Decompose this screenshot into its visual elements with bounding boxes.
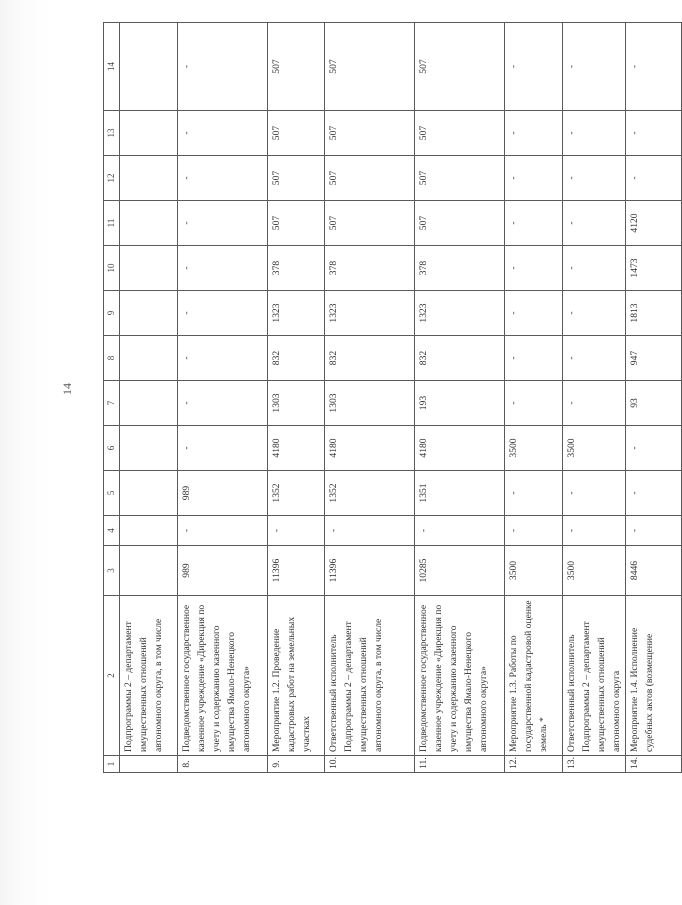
value-cell: - xyxy=(178,381,268,426)
value-cell: 4180 xyxy=(325,426,415,471)
column-header: 14 xyxy=(104,23,120,111)
value-cell: - xyxy=(563,291,626,336)
table-row xyxy=(505,23,563,773)
value-cell: - xyxy=(626,156,682,201)
value-cell: - xyxy=(626,426,682,471)
value-cell: - xyxy=(268,516,325,546)
value-cell: - xyxy=(178,156,268,201)
row-number-cell: 12. xyxy=(505,756,563,773)
value-cell: - xyxy=(178,246,268,291)
value-cell: 989 xyxy=(178,471,268,516)
value-cell: 832 xyxy=(325,336,415,381)
value-cell xyxy=(120,291,178,336)
value-cell: 947 xyxy=(626,336,682,381)
value-cell: - xyxy=(178,336,268,381)
value-cell: 93 xyxy=(626,381,682,426)
value-cell: - xyxy=(505,201,563,246)
rotated-table-wrapper xyxy=(103,23,655,773)
value-cell: 1323 xyxy=(415,291,505,336)
row-description-cell: Ответственный исполнитель Подпрограммы 2 – департамент имущественных отношений автономного округа, в том числе xyxy=(325,596,415,756)
value-cell: 378 xyxy=(415,246,505,291)
column-header: 13 xyxy=(104,111,120,156)
value-cell: - xyxy=(563,516,626,546)
value-cell: - xyxy=(626,471,682,516)
value-cell: - xyxy=(563,381,626,426)
table-row xyxy=(563,23,626,773)
value-cell: - xyxy=(178,111,268,156)
value-cell: 1473 xyxy=(626,246,682,291)
value-cell: - xyxy=(505,111,563,156)
row-description-cell: Подведомственное государственное казенное учреждение «Дирекция по учету и содержанию казенного имущества Ямало-Ненецкого автономного округа» xyxy=(415,596,505,756)
value-cell: 507 xyxy=(268,156,325,201)
table-row xyxy=(178,23,268,773)
value-cell: - xyxy=(505,23,563,111)
value-cell xyxy=(120,23,178,111)
table-header-row xyxy=(104,23,120,773)
table-body xyxy=(104,23,682,773)
value-cell xyxy=(120,111,178,156)
table-row xyxy=(120,23,178,773)
value-cell: - xyxy=(505,471,563,516)
row-number-cell: 9. xyxy=(268,756,325,773)
value-cell xyxy=(120,546,178,596)
value-cell: 3500 xyxy=(563,426,626,471)
value-cell xyxy=(120,336,178,381)
column-header: 8 xyxy=(104,336,120,381)
value-cell: 1351 xyxy=(415,471,505,516)
value-cell: 1303 xyxy=(268,381,325,426)
value-cell: 1323 xyxy=(268,291,325,336)
value-cell: 507 xyxy=(325,23,415,111)
row-description-cell: Подведомственное государственное казенное учреждение «Дирекция по учету и содержанию казенного имущества Ямало-Ненецкого автономного округа» xyxy=(178,596,268,756)
value-cell: - xyxy=(178,201,268,246)
value-cell: 11396 xyxy=(325,546,415,596)
value-cell xyxy=(120,471,178,516)
value-cell: 507 xyxy=(268,23,325,111)
value-cell: - xyxy=(505,246,563,291)
value-cell xyxy=(120,156,178,201)
value-cell: 1813 xyxy=(626,291,682,336)
value-cell: 193 xyxy=(415,381,505,426)
column-header: 9 xyxy=(104,291,120,336)
table-row xyxy=(268,23,325,773)
value-cell xyxy=(120,201,178,246)
value-cell: - xyxy=(563,336,626,381)
value-cell: 4120 xyxy=(626,201,682,246)
row-number-cell: 14. xyxy=(626,756,682,773)
value-cell: - xyxy=(505,336,563,381)
column-header: 10 xyxy=(104,246,120,291)
value-cell: 1303 xyxy=(325,381,415,426)
value-cell: 4180 xyxy=(268,426,325,471)
page-number: 14 xyxy=(60,383,74,395)
table-row xyxy=(415,23,505,773)
value-cell: 507 xyxy=(325,111,415,156)
row-number-cell: 11. xyxy=(415,756,505,773)
value-cell: 3500 xyxy=(505,426,563,471)
value-cell: 1352 xyxy=(268,471,325,516)
value-cell: - xyxy=(563,23,626,111)
column-header: 7 xyxy=(104,381,120,426)
value-cell: - xyxy=(415,516,505,546)
value-cell: - xyxy=(505,516,563,546)
column-header: 3 xyxy=(104,546,120,596)
value-cell: 832 xyxy=(268,336,325,381)
value-cell: - xyxy=(563,471,626,516)
value-cell: - xyxy=(626,516,682,546)
value-cell xyxy=(120,246,178,291)
row-description-cell: Мероприятие 1.4. Исполнение судебных актов (возмещение xyxy=(626,596,682,756)
value-cell: 3500 xyxy=(505,546,563,596)
column-header: 4 xyxy=(104,516,120,546)
value-cell: 11396 xyxy=(268,546,325,596)
value-cell: - xyxy=(563,246,626,291)
value-cell: 8446 xyxy=(626,546,682,596)
table-row xyxy=(325,23,415,773)
value-cell xyxy=(120,426,178,471)
table-row xyxy=(626,23,682,773)
value-cell: 832 xyxy=(415,336,505,381)
row-number-cell xyxy=(120,756,178,773)
value-cell: 507 xyxy=(268,201,325,246)
value-cell: 507 xyxy=(325,156,415,201)
value-cell: 507 xyxy=(415,156,505,201)
value-cell: - xyxy=(178,291,268,336)
row-description-cell: Подпрограммы 2 – департамент имущественных отношений автономного округа, в том числе xyxy=(120,596,178,756)
row-number-cell: 13. xyxy=(563,756,626,773)
value-cell: 507 xyxy=(325,201,415,246)
value-cell: 4180 xyxy=(415,426,505,471)
value-cell: - xyxy=(178,23,268,111)
row-description-cell: Ответственный исполнитель Подпрограммы 2 – департамент имущественных отношений автономного округа xyxy=(563,596,626,756)
value-cell xyxy=(120,381,178,426)
row-description-cell: Мероприятие 1.3. Работы по государственной кадастровой оценке земель * xyxy=(505,596,563,756)
value-cell: - xyxy=(563,111,626,156)
value-cell: - xyxy=(325,516,415,546)
column-header: 1 xyxy=(104,756,120,773)
value-cell: - xyxy=(178,426,268,471)
value-cell: 507 xyxy=(415,111,505,156)
column-header: 2 xyxy=(104,596,120,756)
budget-table xyxy=(103,22,682,773)
value-cell: - xyxy=(505,291,563,336)
row-number-cell: 10. xyxy=(325,756,415,773)
value-cell xyxy=(120,516,178,546)
column-header: 12 xyxy=(104,156,120,201)
value-cell: 507 xyxy=(415,201,505,246)
value-cell: 507 xyxy=(268,111,325,156)
column-header: 5 xyxy=(104,471,120,516)
column-header: 6 xyxy=(104,426,120,471)
value-cell: 378 xyxy=(325,246,415,291)
value-cell: - xyxy=(505,381,563,426)
row-number-cell: 8. xyxy=(178,756,268,773)
column-header: 11 xyxy=(104,201,120,246)
value-cell: 3500 xyxy=(563,546,626,596)
value-cell: - xyxy=(563,156,626,201)
value-cell: - xyxy=(505,156,563,201)
value-cell: 1352 xyxy=(325,471,415,516)
value-cell: - xyxy=(626,111,682,156)
row-description-cell: Мероприятие 1.2. Проведение кадастровых работ на земельных участках xyxy=(268,596,325,756)
value-cell: 989 xyxy=(178,546,268,596)
value-cell: 507 xyxy=(415,23,505,111)
value-cell: - xyxy=(626,23,682,111)
value-cell: - xyxy=(563,201,626,246)
value-cell: - xyxy=(178,516,268,546)
value-cell: 10285 xyxy=(415,546,505,596)
value-cell: 378 xyxy=(268,246,325,291)
value-cell: 1323 xyxy=(325,291,415,336)
